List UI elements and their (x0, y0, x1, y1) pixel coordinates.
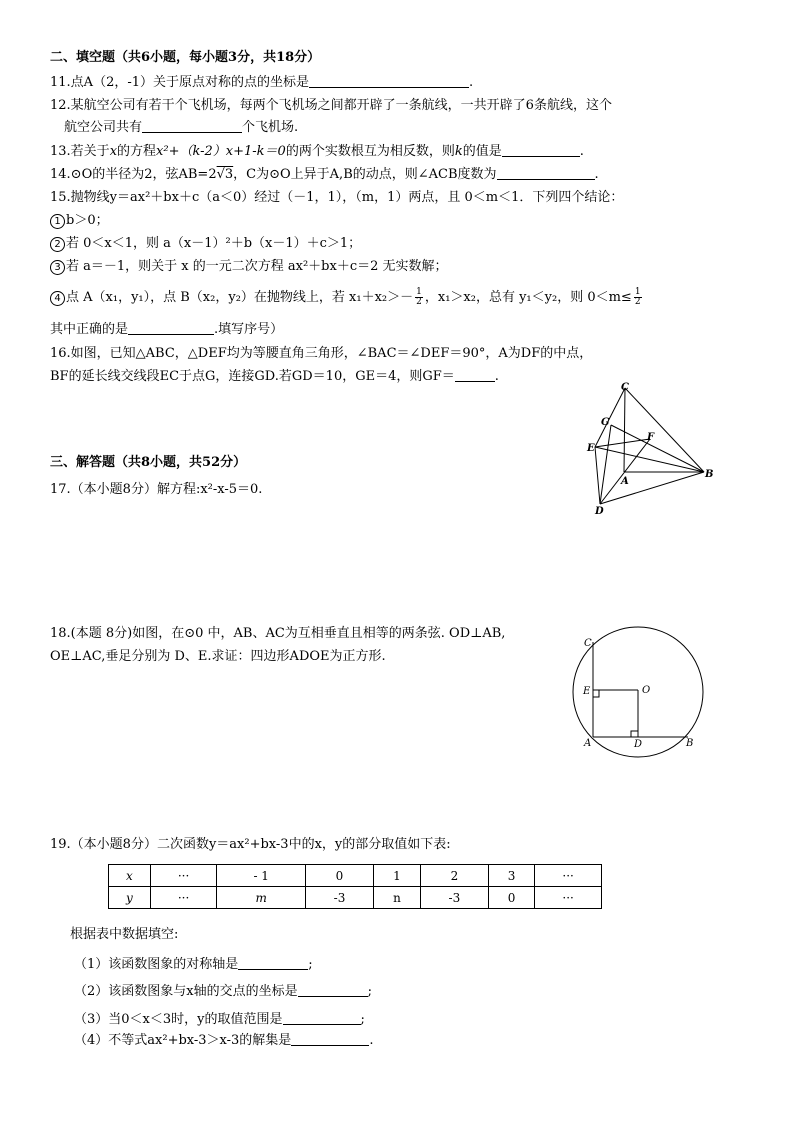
question-13: 13.若关于x的方程x²+（k-2）x+1-k＝0的两个实数根互为相反数，则k的值是 . (50, 144, 584, 159)
q19-sub-4: （4）不等式ax²+bx-3＞x-3的解集是 . (74, 1033, 374, 1048)
table-row-y (109, 887, 602, 909)
q19-s3-text: （3）当0＜x＜3时，y的取值范围是 (74, 1012, 283, 1027)
fig16-label-D: D (595, 506, 604, 517)
q15-c3: 若 a＝－1，则关于 x 的一元二次方程 ax²＋bx＋c＝2 无实数解； (66, 259, 448, 274)
q19-s3-blank[interactable] (283, 1011, 361, 1025)
q15-choice-3 (50, 258, 448, 276)
q15-tail-a: 其中正确的是 (50, 322, 129, 337)
table-cell: n (374, 887, 421, 909)
figure-16-triangles (584, 380, 720, 520)
fig18-label-C: C (584, 638, 592, 649)
q19-s1-text: （1）该函数图象的对称轴是 (74, 957, 239, 972)
section3-title: 三、解答题（共8小题，共52分） (50, 455, 247, 470)
q16-blank[interactable] (455, 368, 495, 382)
fig16-label-C: C (621, 382, 629, 393)
q19-value-table (108, 864, 602, 909)
fig18-label-A: A (584, 738, 592, 749)
fig18-label-D: D (634, 739, 643, 750)
q13-e: 的两个实数根互为相反数，则 (285, 144, 455, 159)
fig16-label-B: B (705, 469, 714, 480)
table-cell: y (109, 887, 151, 909)
q19-fill-instruction: 根据表中数据填空: (70, 927, 179, 942)
q15-c4b: ，x₁＞x₂，总有 y₁＜y₂，则 0＜m≤ (424, 290, 632, 305)
table-cell: ··· (150, 865, 217, 887)
q13-b: x (109, 144, 118, 159)
circled-number-1: 1 (50, 214, 65, 229)
question-14: 14.⊙O的半径为2，弦AB=2√3，C为⊙O上异于A,B的动点，则∠ACB度数为 . (50, 167, 599, 182)
q14-blank[interactable] (497, 166, 595, 180)
q12-text-a: 航空公司共有 (64, 120, 143, 135)
fig18-label-B: B (686, 738, 694, 749)
q15-choice-4 (50, 288, 644, 307)
q19-s4-text: （4）不等式ax²+bx-3＞x-3的解集是 (74, 1033, 292, 1048)
table-cell: 0 (305, 865, 373, 887)
q15-c4a: 点 A（x₁，y₁），点 B（x₂，y₂）在抛物线上，若 x₁＋x₂＞－ (66, 290, 414, 305)
q12-text-b: 个飞机场. (242, 120, 299, 135)
q13-a: 13.若关于 (50, 144, 110, 159)
q19-sub-3: （3）当0＜x＜3时，y的取值范围是 ; (74, 1012, 365, 1027)
q15-c2: 若 0＜x＜1，则 a（x－1）²＋b（x－1）＋c＞1； (66, 236, 362, 251)
fraction-half-1: $\frac{1}{2}$ (416, 287, 422, 307)
question-11: 11.点A（2，-1）关于原点对称的点的坐标是 . (50, 75, 474, 90)
q19-sub-2: （2）该函数图象与x轴的交点的坐标是 ; (74, 984, 372, 999)
fig18-label-E: E (583, 686, 591, 697)
circled-number-2: 2 (50, 237, 65, 252)
table-cell: ··· (535, 887, 602, 909)
q15-choice-1 (50, 212, 109, 230)
question-12-line1: 12.某航空公司有若干个飞机场，每两个飞机场之间都开辟了一条航线，一共开辟了6条航线，这个 (50, 98, 612, 113)
question-18-line2: OE⊥AC,垂足分别为 D、E.求证：四边形ADOE为正方形. (50, 649, 386, 664)
circled-number-3: 3 (50, 260, 65, 275)
question-16-line2: BF的延长线交线段EC于点G，连接GD.若GD＝10，GE＝4，则GF＝ . (50, 369, 499, 384)
q19-s2-text: （2）该函数图象与x轴的交点的坐标是 (74, 984, 298, 999)
q19-s2-blank[interactable] (298, 983, 368, 997)
q13-c: 的方程 (117, 144, 157, 159)
fig16-label-G: G (601, 417, 610, 428)
q13-g: 的值是 (462, 144, 502, 159)
q13-d: x²+（k-2）x+1-k＝0 (156, 144, 286, 159)
q12-blank[interactable] (142, 119, 242, 133)
q13-f: k (454, 144, 463, 159)
circled-number-4: 4 (50, 291, 65, 306)
figure-18-circle (572, 624, 718, 760)
table-cell: 1 (374, 865, 421, 887)
table-cell: x (109, 865, 151, 887)
table-cell: 2 (420, 865, 488, 887)
q19-s4-blank[interactable] (291, 1032, 369, 1046)
table-cell: ··· (535, 865, 602, 887)
question-17: 17.（本小题8分）解方程:x²-x-5＝0. (50, 482, 263, 497)
section2-title: 二、填空题（共6小题，每小题3分，共18分） (50, 50, 321, 65)
fraction-half-2: $\frac{1}{2}$ (634, 287, 641, 307)
q16-line2-text: BF的延长线交线段EC于点G，连接GD.若GD＝10，GE＝4，则GF＝ (50, 369, 455, 384)
q14-a: 14.⊙O的半径为2，弦AB=2 (50, 167, 217, 182)
fig16-label-A: A (621, 476, 629, 487)
question-18-line1: 18.(本题 8分)如图，在⊙0 中，AB、AC为互相垂直且相等的两条弦. OD⊥AB, (50, 626, 506, 641)
q15-choice-2 (50, 235, 361, 253)
q13-blank[interactable] (502, 143, 580, 157)
question-12-line2 (64, 119, 298, 137)
q11-blank[interactable] (309, 74, 469, 88)
table-cell: 3 (488, 865, 534, 887)
fig16-label-E: E (587, 443, 595, 454)
q19-sub-1: （1）该函数图象的对称轴是 ; (74, 957, 313, 972)
q14-c: ，C为⊙O上异于A,B的动点，则∠ACB度数为 (233, 167, 497, 182)
table-cell: - 1 (217, 865, 306, 887)
table-cell: -3 (305, 887, 373, 909)
fig16-label-F: F (647, 432, 655, 443)
q15-tail-b: .填写序号） (214, 322, 284, 337)
table-cell: -3 (420, 887, 488, 909)
q14-sqrt: √3 (216, 167, 234, 182)
table-row-x (109, 865, 602, 887)
question-15-line1: 15.抛物线y＝ax²＋bx＋c（a＜0）经过（－1，1），（m，1）两点，且 0＜m＜1．下列四个结论： (50, 190, 624, 205)
table-cell: 0 (488, 887, 534, 909)
q15-tail (50, 321, 283, 339)
question-19-intro: 19.（本小题8分）二次函数y＝ax²+bx-3中的x，y的部分取值如下表: (50, 837, 451, 852)
table-cell: ··· (150, 887, 217, 909)
fig18-label-O: O (642, 685, 651, 696)
q15-c1: b＞0； (66, 213, 109, 228)
question-16-line1: 16.如图，已知△ABC，△DEF均为等腰直角三角形，∠BAC＝∠DEF＝90°，A为DF的中点， (50, 346, 593, 361)
q15-blank[interactable] (128, 321, 214, 335)
table-cell: m (217, 887, 306, 909)
q11-text: 11.点A（2，-1）关于原点对称的点的坐标是 (50, 75, 309, 90)
q19-s1-blank[interactable] (238, 956, 308, 970)
